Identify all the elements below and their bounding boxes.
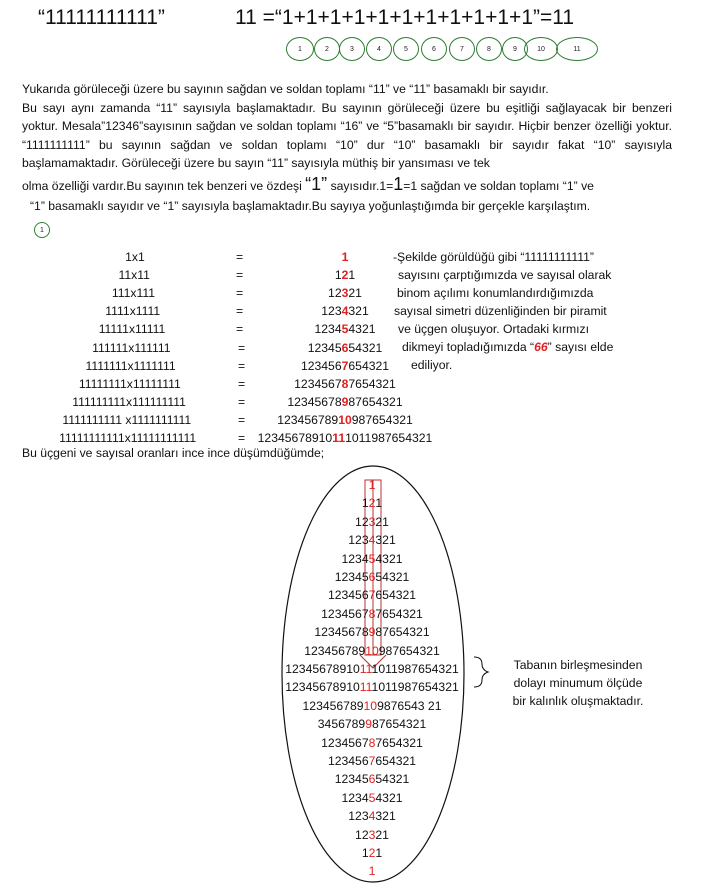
table-result: 123456787654321 <box>294 376 396 391</box>
description-line: ve üçgen oluşuyor. Ortadaki kırmızı <box>398 322 590 336</box>
triangle-row: 121 <box>361 496 383 511</box>
paragraph-line-last: olma özelliği vardır.Bu sayının tek benzeri ve özdeşi “1” sayısıdır.1=1=1 sağdan ve soldan toplamı “1” ve <box>22 173 594 194</box>
table-equals: = <box>238 394 246 409</box>
triangle-row: 12345654321 <box>334 772 410 787</box>
table-result: 121 <box>334 268 356 283</box>
table-result: 12345678987654321 <box>287 394 403 409</box>
digit-circle: 3 <box>339 37 365 61</box>
table-lhs: 1111111x1111111 <box>85 358 176 373</box>
table-equals: = <box>236 322 244 337</box>
description-line: sayısını çarptığımızda ve sayısal olarak <box>398 268 612 282</box>
table-result: 123454321 <box>314 322 376 337</box>
paragraph-line-2: Bu sayı aynı zamanda “11” sayısıyla başlamaktadır. Bu sayının görüleceği üzere bu eşitliği sağlayacak bir benzeri yoktur. Mesala”12346”sayısının sağdan ve soldan toplamı “16” ve “5”basamaklı bir sayıdır. Hiçbir benzer özelliği yoktur. “1111111111” bu sayının sağdan ve soldan toplamı “10” dur “10” basamaklı bir sayıdır fakat “10” sayısıyla başlamamaktadır. Görüleceği üzere bu sayın “11” sayısıyla müthiş bir yansıması ve tek <box>22 100 672 170</box>
digit-circle: 11 <box>556 37 598 61</box>
table-result: 1 <box>341 250 349 264</box>
paragraph-final-line: “1” basamaklı sayıdır ve “1” sayısıyla başlamaktadır.Bu sayıya yoğunlaştığımda bir gerçekle karşılaştım. <box>30 198 591 213</box>
table-equals: = <box>236 250 244 264</box>
digit-circle: 5 <box>393 37 419 61</box>
table-lhs: 1111x1111 <box>105 304 161 319</box>
description-line: ediliyor. <box>411 358 453 372</box>
table-lhs: 11111111111x11111111111 <box>59 431 197 445</box>
table-equals: = <box>238 358 246 373</box>
table-equals: = <box>238 412 246 427</box>
table-equals: = <box>236 304 244 319</box>
table-result: 12345654321 <box>307 340 383 355</box>
header-number: “11111111111” <box>38 6 165 29</box>
triangle-row: 3456789987654321 <box>317 717 427 732</box>
small-circle: 1 <box>34 222 50 238</box>
table-equals: = <box>238 431 246 445</box>
digit-circle: 10 <box>524 37 558 61</box>
table-lhs: 11x11 <box>118 268 150 283</box>
triangle-row: 12321 <box>355 827 389 842</box>
table-equals: = <box>238 376 246 391</box>
triangle-row: 123454321 <box>341 790 403 805</box>
triangle-row: 12345678910987654321 <box>304 643 440 658</box>
header-equation: 11 =“1+1+1+1+1+1+1+1+1+1+1”=11 <box>235 6 575 29</box>
description-line: binom açılımı konumlandırdığımızda <box>397 286 594 300</box>
triangle-row: 123454321 <box>341 551 403 566</box>
paragraph-line-1: Yukarıda görüleceği üzere bu sayının sağdan ve soldan toplamı “11” ve “11” basamaklı bir sayıdır. <box>22 82 549 96</box>
digit-circle: 8 <box>476 37 502 61</box>
table-result: 1234321 <box>321 304 369 319</box>
table-lhs: 1111111111 x1111111111 <box>62 412 192 427</box>
digit-circle: 7 <box>449 37 475 61</box>
triangle-row: 12345654321 <box>334 570 410 584</box>
table-equals: = <box>236 268 244 283</box>
table-lhs: 111x111 <box>111 286 156 301</box>
digit-circle: 4 <box>366 37 392 61</box>
table-lhs: 11111x11111 <box>98 322 166 337</box>
table-equals: = <box>238 340 246 355</box>
table-lhs: 11111111x11111111 <box>78 376 181 391</box>
table-result: 12345678910111011987654321 <box>257 431 433 445</box>
table-result: 12345678910987654321 <box>277 412 413 427</box>
triangle-row: 1234321 <box>348 809 396 824</box>
section-heading: Bu üçgeni ve sayısal oranları ince ince düşümdüğümde; <box>22 446 325 460</box>
triangle-row: 123456789109876543 21 <box>302 698 442 713</box>
description-line: -Şekilde görüldüğü gibi “11111111111” <box>393 250 594 264</box>
description-line: sayısal simetri düzenliğinden bir piramit <box>394 304 607 318</box>
table-result: 1234567654321 <box>300 358 390 373</box>
triangle-row: 123456787654321 <box>321 606 423 621</box>
triangle-row: 1234567654321 <box>327 588 417 603</box>
description-line: dikmeyi topladığımızda “66” sayısı elde <box>402 340 614 354</box>
digit-circle: 1 <box>286 37 314 61</box>
triangle-row: 12345678910111011987654321 <box>285 662 459 676</box>
table-lhs: 1x1 <box>125 250 145 264</box>
triangle-row: 1 <box>368 864 376 879</box>
table-result: 12321 <box>328 286 362 301</box>
triangle-row: 1234321 <box>348 533 396 548</box>
digit-circle: 2 <box>314 37 340 61</box>
triangle-row: 12321 <box>355 514 389 529</box>
triangle-row: 1234567654321 <box>327 754 417 768</box>
table-equals: = <box>236 286 244 301</box>
triangle-row: 1 <box>368 478 376 492</box>
side-note: Tabanın birleşmesinden dolayı minumum ölçüde bir kalınlık oluşmaktadır. <box>512 658 644 708</box>
table-lhs: 111111x111111 <box>92 340 171 355</box>
triangle-row: 12345678910111011987654321 <box>285 680 459 695</box>
digit-circle: 9 <box>502 37 528 61</box>
table-lhs: 111111111x111111111 <box>72 394 186 409</box>
side-brace <box>474 657 488 687</box>
triangle-row: 123456787654321 <box>321 735 423 750</box>
triangle-row: 121 <box>361 846 383 860</box>
triangle-row: 12345678987654321 <box>314 625 430 640</box>
digit-circle: 6 <box>421 37 447 61</box>
